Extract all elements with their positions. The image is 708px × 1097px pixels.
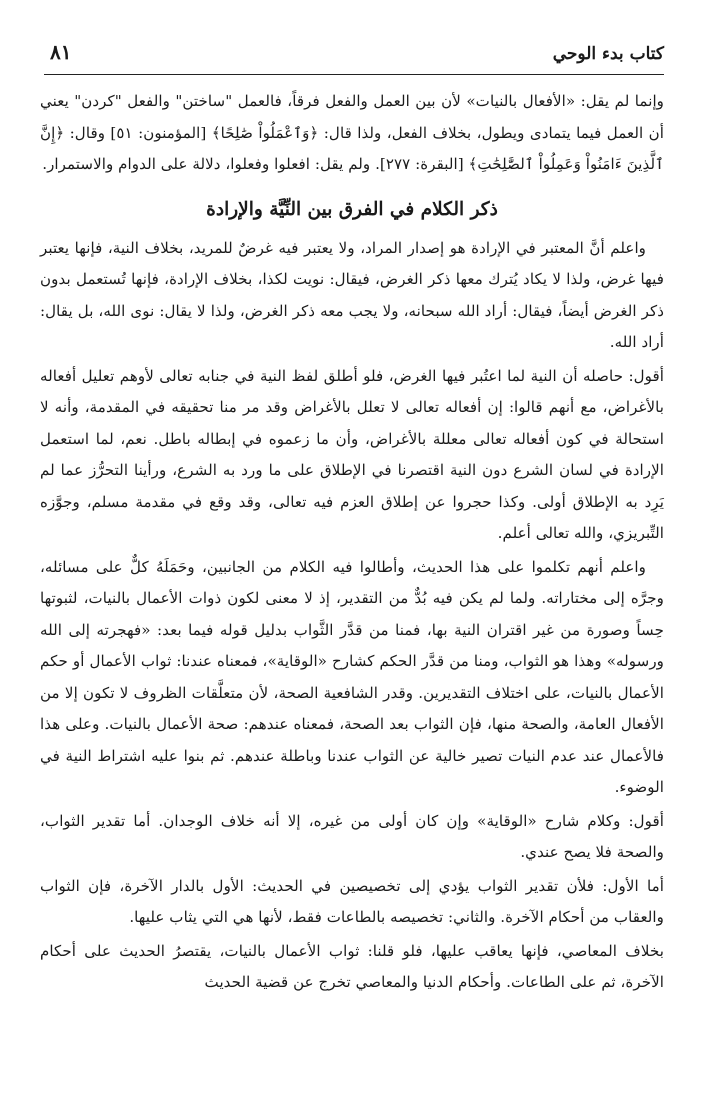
paragraph: أقول: حاصله أن النية لما اعتُبر فيها الغرض، فلو أطلق لفظ النية في جنابه تعالى لأوهم تعليل أفعاله بالأغراض، مع أنهم قالوا: إن أفعاله تعالى لا تعلل بالأغراض وقد مر منا تحقيقه في المقدمة، وأنه لا استحالة في كون أفعاله تعالى معللة بالأغراض، وأن ما زعموه في إبطاله باطل. نعم، لما استعمل الإرادة في لسان الشرع دون النية اقتصرنا في الإطلاق على ما ورد به الشرع، ورأينا التحرُّز عما لم يَرِد به الإطلاق أولى. وكذا حجروا عن إطلاق العزم فيه تعالى، وقد وقع في مقدمة مسلم، وجوَّزه التِّبريزي، والله تعالى أعلم. — [40, 366, 664, 542]
header-rule — [44, 74, 664, 75]
page-header — [50, 0, 664, 62]
page-body — [40, 86, 664, 1001]
paragraph: واعلم أنَّ المعتبر في الإرادة هو إصدار المراد، ولا يعتبر فيه غرضٌ للمريد، بخلاف النية، فإنها يعتبر فيها غرض، ولذا لا يكاد يُترك معها ذكر الغرض، فيقال: نويت لكذا، بخلاف الإرادة، فإنها تُستعمل بدون ذكر الغرض أيضاً، فيقال: أراد الله سبحانه، ولا يجب معه ذكر الغرض، ولذا لا يقال: نوى الله، بل يقال: أراد الله. — [40, 238, 664, 351]
paragraph: واعلم أنهم تكلموا على هذا الحديث، وأطالوا فيه الكلام من الجانبين، وحَمَلَهُ كلٌّ على مسائله، وجرَّه إلى مختاراته. ولما لم يكن فيه بُدٌّ من التقدير، إذ لا معنى لكون ذوات الأعمال بالنيات، لثبوتها حِساً وصورة من غير اقتران النية بها، فمنا من قدَّر الثَّواب بدليل قوله فيما بعد: «فهجرته إلى الله ورسوله» وهذا هو الثواب، ومنا من قدَّر الحكم كشارح «الوقاية»، فمعناه عندنا: ثواب الأعمال أو حكم الأعمال بالنيات، على اختلاف التقديرين. وقدر الشافعية الصحة، لأن متعلَّقات الظروف لا تكون إلا من الأفعال العامة، والصحة منها، فإن الثواب بعد الصحة، فمعناه عندهم: صحة الأعمال بالنيات. وعلى هذا فالأعمال عند عدم النيات تصير خالية عن الثواب عندنا وباطلة عندهم. ثم بنوا عليه اشتراط النية في الوضوء. — [40, 557, 665, 796]
running-title: كتاب بدء الوحي — [552, 44, 664, 64]
paragraph: بخلاف المعاصي، فإنها يعاقب عليها، فلو قلنا: ثواب الأعمال بالنيات، يقتصرُ الحديث على أحكام الآخرة، ثم على الطاعات. وأحكام الدنيا والمعاصي تخرج عن قضية الحديث — [40, 941, 664, 991]
page-number: ٨١ — [50, 40, 72, 64]
paragraph: وإنما لم يقل: «الأفعال بالنيات» لأن بين العمل والفعل فرقاً، فالعمل "ساختن" والفعل "كردن" يعني أن العمل فيما يتمادى ويطول، بخلاف الفعل، ولذا قال: ﴿وَٱعْمَلُواْ صَٰلِحًا﴾ [المؤمنون: ٥١] وقال: ﴿إِنَّ ٱلَّذِينَ ءَامَنُواْ وَعَمِلُواْ ٱلصَّٰلِحَٰتِ﴾ [البقرة: ٢٧٧]. ولم يقل: افعلوا وفعلوا، دلالة على الدوام والاستمرار. — [40, 92, 664, 173]
section-heading: ذكر الكلام في الفرق بين النِّيَّة والإرادة — [206, 198, 498, 220]
paragraph: أما الأول: فلأن تقدير الثواب يؤدي إلى تخصيصين في الحديث: الأول بالدار الآخرة، فإن الثواب والعقاب من أحكام الآخرة. والثاني: تخصيصه بالطاعات فقط، لأنها هي التي يثاب عليها. — [40, 876, 664, 926]
paragraph: أقول: وكلام شارح «الوقاية» وإن كان أولى من غيره، إلا أنه خلاف الوجدان. أما تقدير الثواب، والصحة فلا يصح عندي. — [40, 811, 664, 861]
